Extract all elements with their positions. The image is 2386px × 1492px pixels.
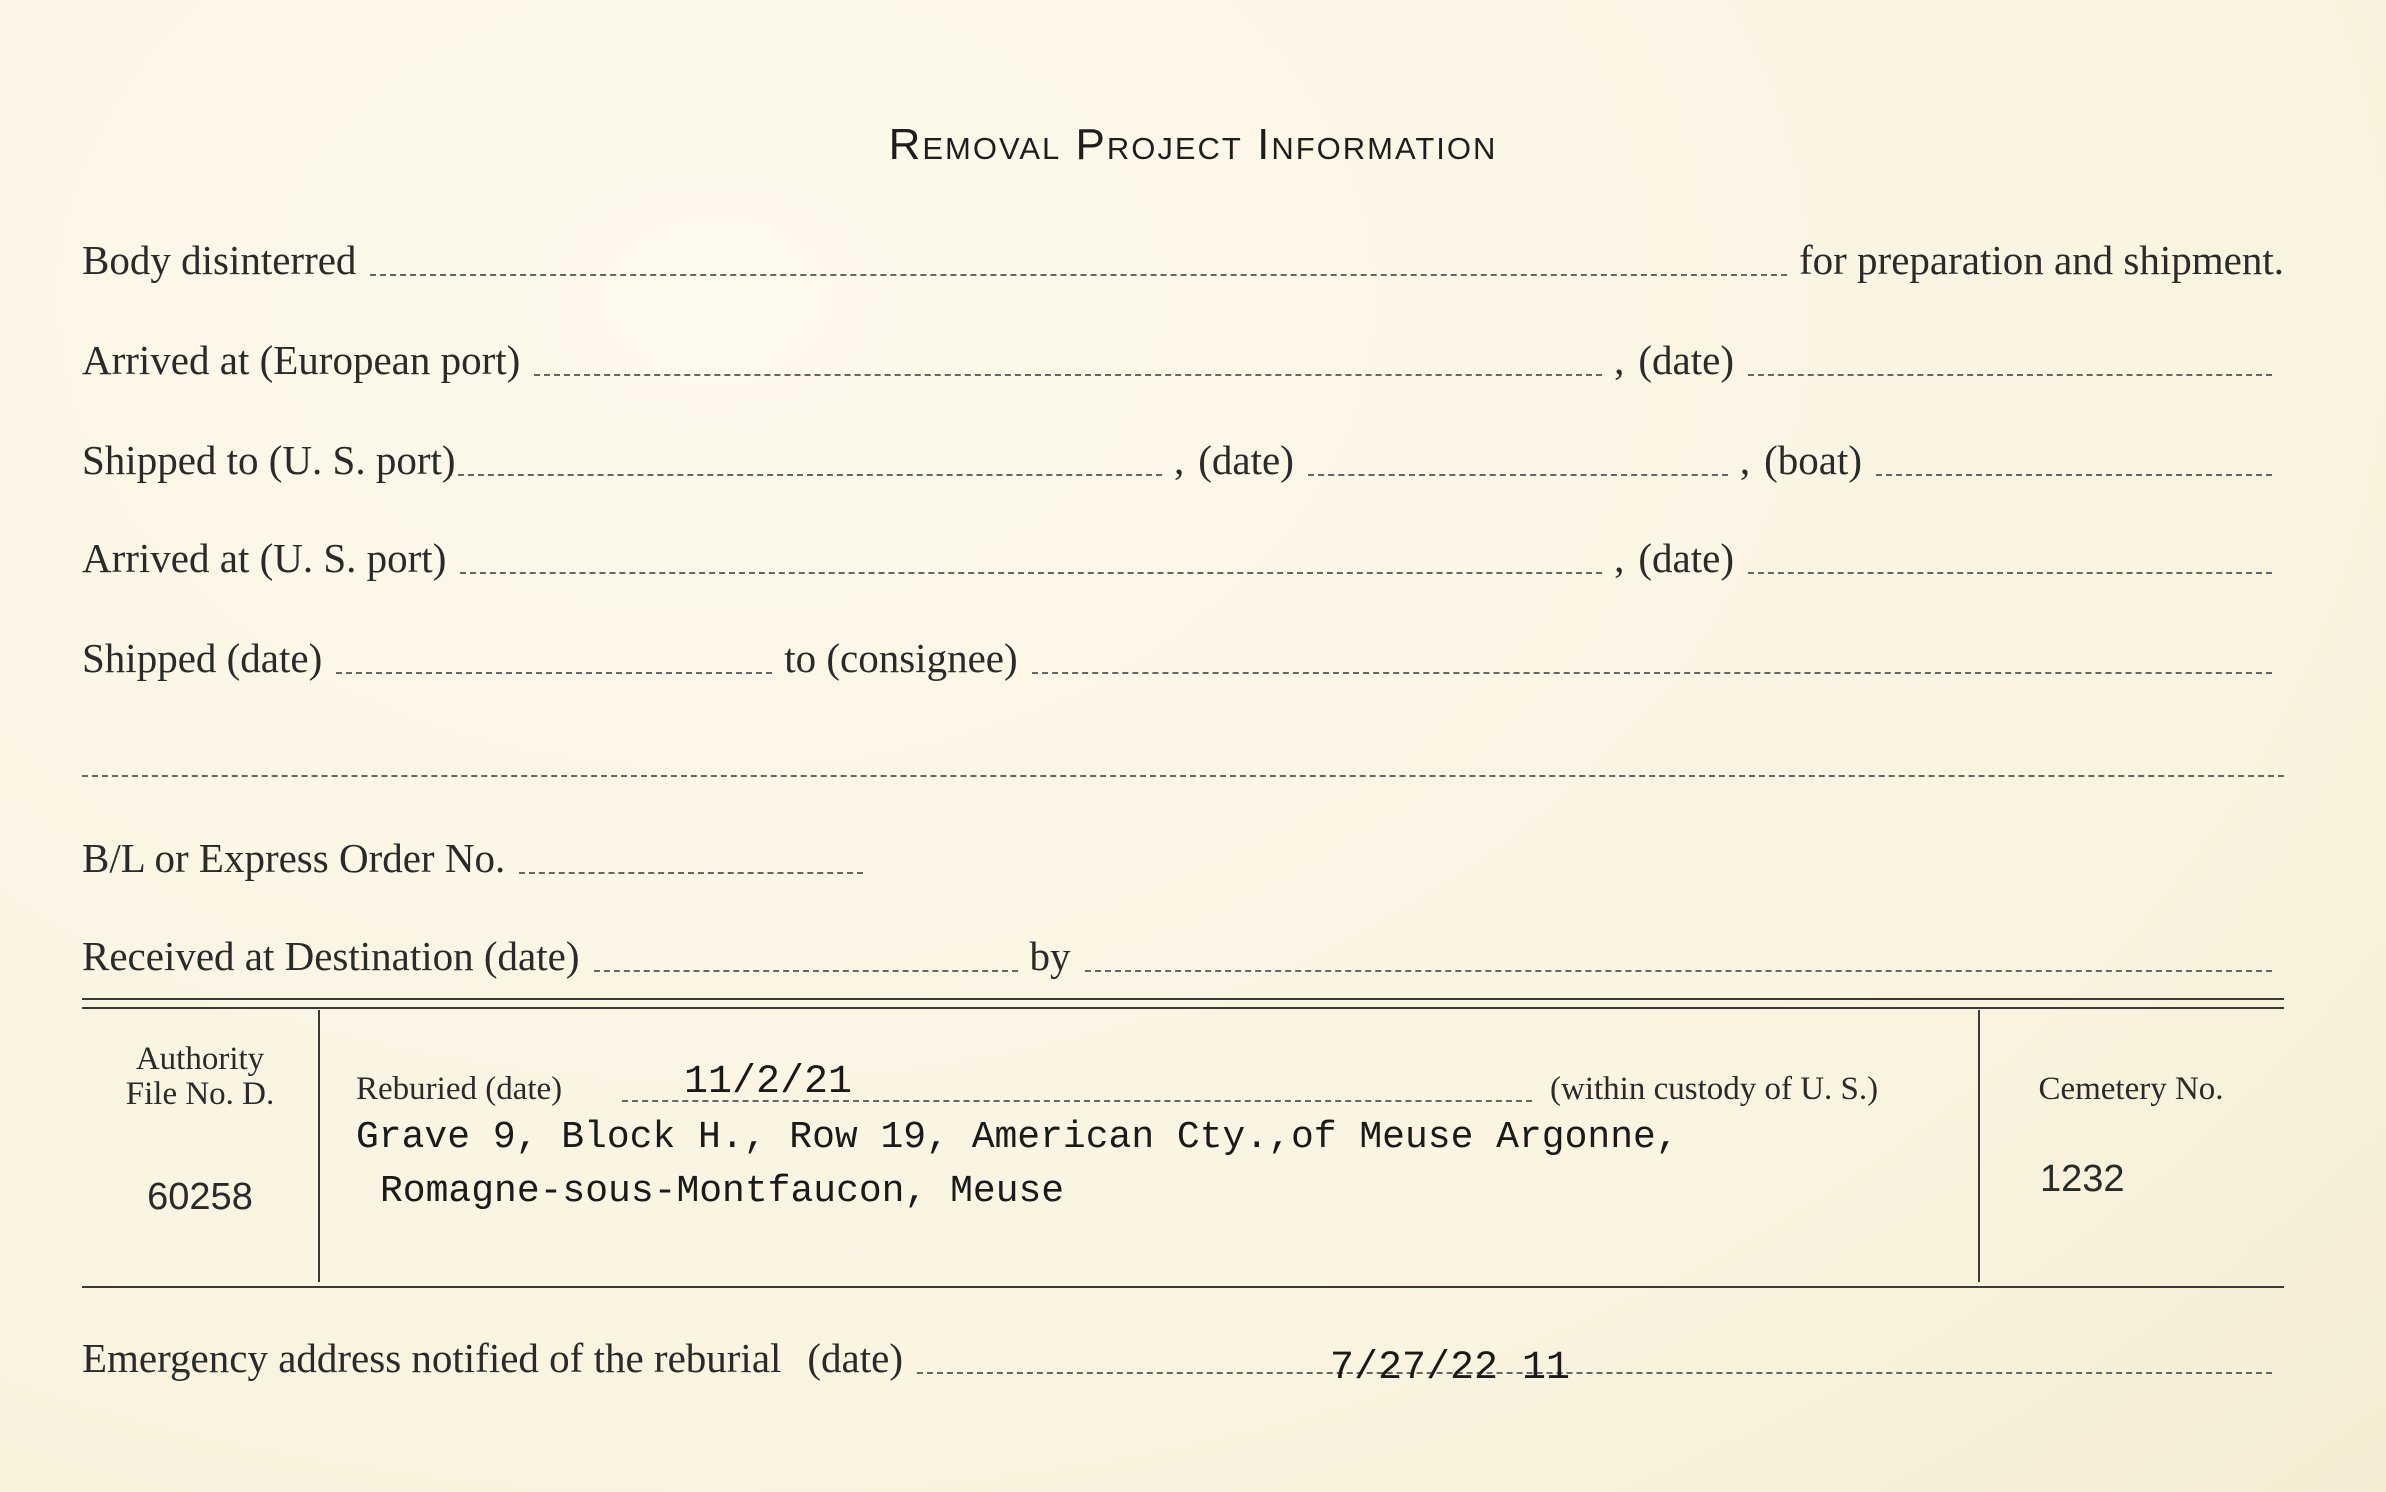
- emergency-date-label: (date): [807, 1335, 903, 1381]
- by-label: by: [1029, 933, 1071, 979]
- date-label-2: (date): [1198, 437, 1294, 483]
- received-date-field[interactable]: [594, 970, 1018, 972]
- comma-3: ,: [1739, 437, 1751, 483]
- european-port-field[interactable]: [534, 374, 1602, 376]
- date-label-3: (date): [1638, 535, 1734, 581]
- arrived-us-row: [82, 534, 2284, 584]
- bl-order-row: [82, 834, 875, 884]
- shipped-consignee-row: [82, 634, 2284, 684]
- us-port-field[interactable]: [458, 474, 1162, 476]
- for-preparation-label: for preparation and shipment.: [1798, 237, 2284, 283]
- arrived-us-port-field[interactable]: [460, 572, 1602, 574]
- to-consignee-label: to (consignee): [784, 635, 1018, 681]
- received-by-field[interactable]: [1085, 970, 2273, 972]
- comma-2: ,: [1174, 437, 1185, 483]
- received-row: [82, 932, 2284, 982]
- table-bottom-rule: [82, 1286, 2284, 1288]
- arrived-european-label: Arrived at (European port): [82, 337, 521, 383]
- boat-label: (boat): [1764, 437, 1862, 483]
- boat-field[interactable]: [1876, 474, 2272, 476]
- shipped-date-field[interactable]: [336, 672, 772, 674]
- emergency-label: Emergency address notified of the reburial: [82, 1335, 782, 1381]
- consignee-continuation-field[interactable]: [82, 775, 2284, 777]
- comma-1: ,: [1614, 337, 1625, 383]
- ship-date-field[interactable]: [1308, 474, 1728, 476]
- shipped-date-label: Shipped (date): [82, 635, 323, 681]
- grave-location-line-1: Grave 9, Block H., Row 19, American Cty.,of Meuse Argonne,: [356, 1116, 1679, 1159]
- shipped-to-us-row: [82, 436, 2284, 486]
- emergency-date-value: 7/27/22 11: [1330, 1346, 1571, 1391]
- emergency-date-field[interactable]: [917, 1372, 2272, 1374]
- body-disinterred-field[interactable]: [370, 274, 1787, 276]
- authority-file-number: 60258: [147, 1176, 253, 1218]
- grave-location-line-2: Romagne-sous-Montfaucon, Meuse: [380, 1170, 1065, 1213]
- arrived-european-row: [82, 336, 2284, 386]
- emergency-row: [82, 1334, 2284, 1384]
- reburied-date-value: 11/2/21: [684, 1060, 853, 1105]
- european-date-field[interactable]: [1748, 374, 2272, 376]
- body-disinterred-label: Body disinterred: [82, 237, 357, 283]
- received-label: Received at Destination (date): [82, 933, 580, 979]
- authority-label-line-2: File No. D.: [125, 1075, 275, 1112]
- authority-label-line-1: Authority: [135, 1041, 265, 1077]
- page-title: Removal Project Information: [888, 120, 1498, 169]
- date-label-1: (date): [1638, 337, 1734, 383]
- cemetery-number: 1232: [2040, 1158, 2125, 1200]
- comma-4: ,: [1614, 535, 1625, 581]
- arrived-us-label: Arrived at (U. S. port): [82, 535, 447, 581]
- bl-order-label: B/L or Express Order No.: [82, 835, 506, 881]
- shipped-to-us-label: Shipped to (U. S. port): [82, 437, 456, 483]
- reburied-label: Reburied (date): [356, 1071, 563, 1107]
- body-disinterred-row: [82, 236, 2284, 286]
- table-divider-right: [1978, 1010, 1980, 1282]
- arrived-us-date-field[interactable]: [1748, 572, 2272, 574]
- consignee-field[interactable]: [1032, 672, 2272, 674]
- table-top-rule-1: [82, 998, 2284, 1000]
- bl-order-field[interactable]: [519, 872, 863, 874]
- custody-label: (within custody of U. S.): [1550, 1071, 1879, 1107]
- authority-label: [82, 1042, 318, 1111]
- table-divider-left: [318, 1010, 320, 1282]
- table-top-rule-2: [82, 1007, 2284, 1009]
- cemetery-label: Cemetery No.: [2038, 1071, 2224, 1107]
